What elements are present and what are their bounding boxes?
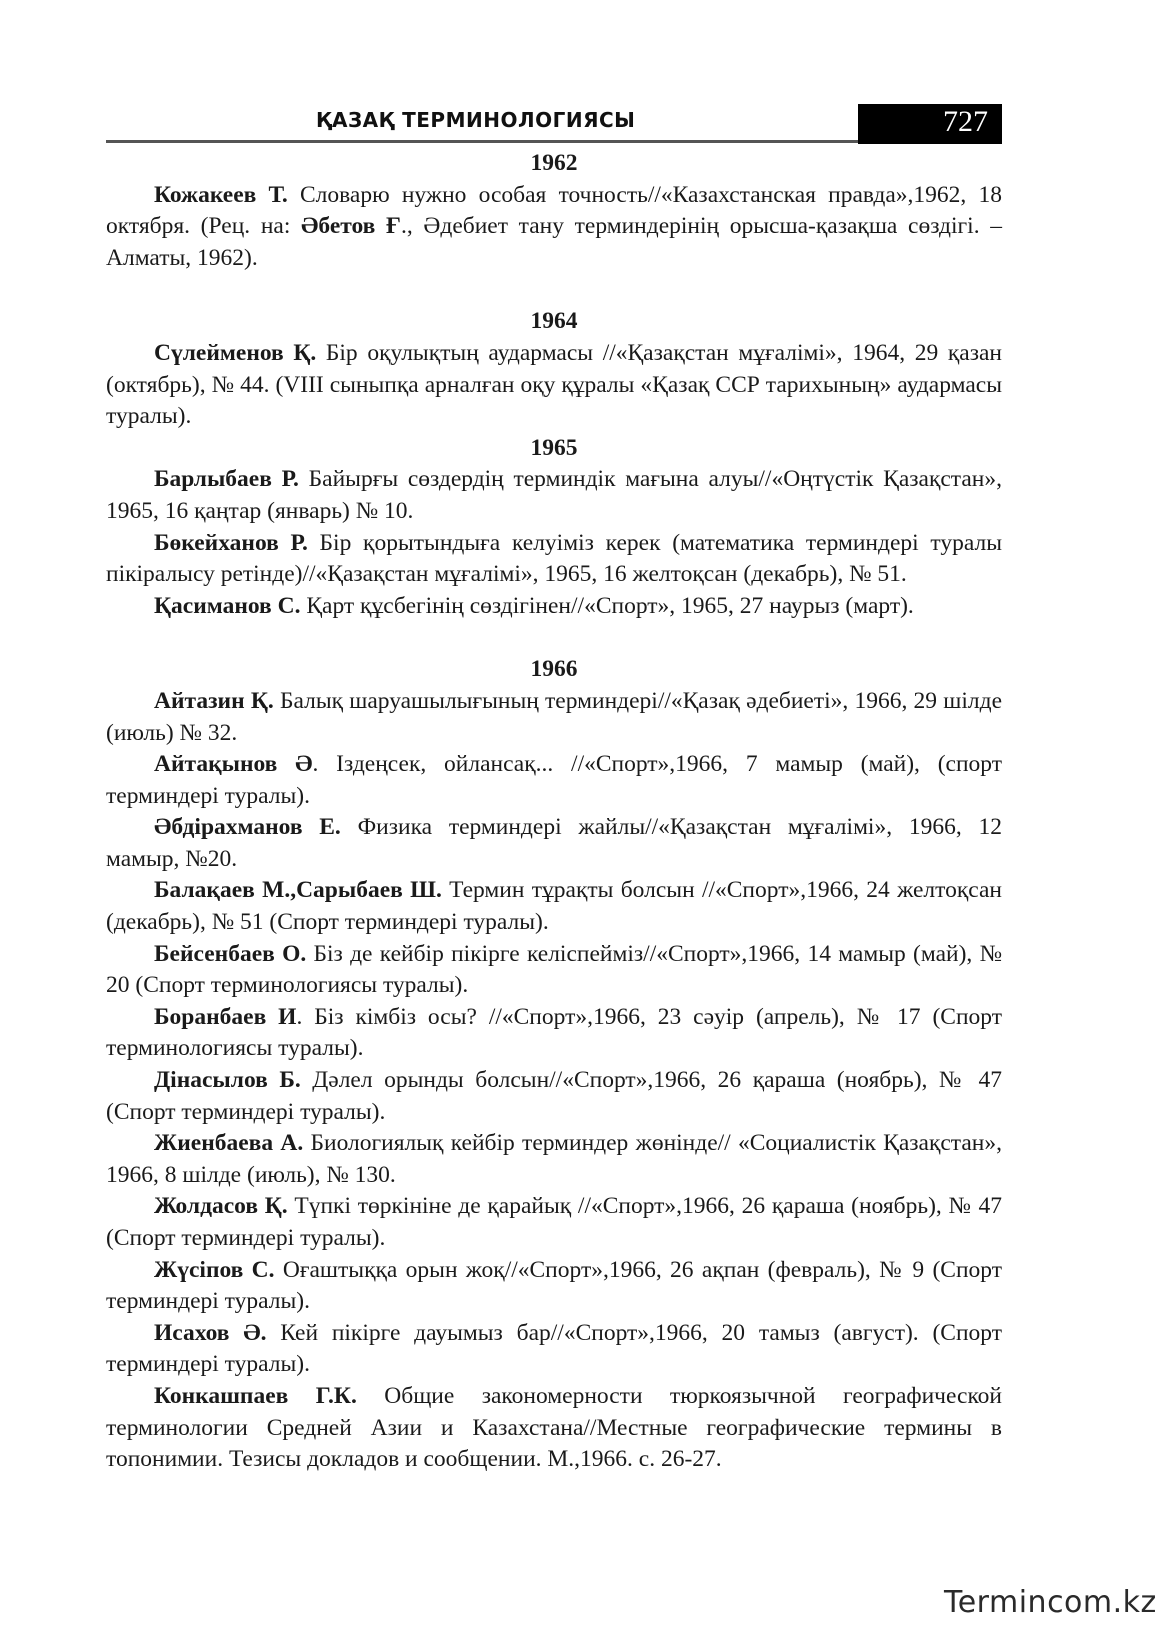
page-header (106, 104, 1002, 144)
entry-text: Биологиялық кейбір терминдер жөнінде// «Социалистік Қазақстан», 1966, 8 шілде (июль), № 130. (106, 1130, 1002, 1188)
year-heading: 1965 (530, 434, 578, 461)
entry-author: Бөкейханов Р. (154, 529, 308, 556)
section-gap (106, 622, 1002, 654)
entry-text: Общие закономерности тюркоязычной географической терминологии Средней Азии и Казахстана//Местные географические термины в топонимии. Тезисы докладов и сообщении. М.,1966. с. 26-27. (106, 1382, 1002, 1473)
entry-author: Конкашпаев Г.К. (154, 1382, 357, 1409)
entry-author: Жүсіпов С. (154, 1256, 275, 1283)
entry-author: Барлыбаев Р. (154, 466, 299, 493)
bibliography-entry (106, 528, 1002, 591)
entry-author: Қасиманов С. (154, 592, 301, 619)
entry-text: Балық шаруашылығының терминдері//«Қазақ әдебиеті», 1966, 29 шілде (июль) № 32. (106, 687, 1003, 746)
running-title: ҚАЗАҚ ТЕРМИНОЛОГИЯСЫ (316, 108, 636, 132)
entry-author: Дінасылов Б. (154, 1067, 301, 1094)
entry-author: Жиенбаева А. (154, 1130, 304, 1157)
entry-text: Кей пікірге дауымыз бар//«Спорт»,1966, 20 тамыз (август). (Спорт терминдері туралы). (106, 1319, 1002, 1378)
entry-author: Айтақынов Ә (154, 751, 313, 778)
bibliography-entry (106, 812, 1002, 875)
year-heading: 1964 (530, 308, 578, 335)
entry-author: Бейсенбаев О. (154, 940, 307, 967)
bibliography-entry (106, 1065, 1002, 1128)
entry-text: Дәлел орынды болсын//«Спорт»,1966, 26 қараша (ноябрь), № 47 (Спорт терминдері туралы). (106, 1067, 1002, 1125)
entry-author: Айтазин Қ. (154, 687, 274, 714)
year-heading: 1962 (530, 150, 578, 176)
bibliography-entry (106, 1191, 1002, 1254)
entry-text: Термин тұрақты болсын //«Спорт»,1966, 24 желтоқсан (декабрь), № 51 (Спорт терминдері туралы). (106, 877, 1003, 936)
entry-text: Словарю нужно особая точность//«Казахстанская правда»,1962, 18 октября. (Рец. на: (106, 181, 1003, 240)
bibliography-entry (106, 875, 1002, 938)
entry-text: Түпкі төркініне де қарайық //«Спорт»,1966, 26 қараша (ноябрь), № 47 (Спорт терминдері туралы). (106, 1193, 1002, 1251)
header-rule (106, 140, 858, 143)
entry-author-inline: Әбетов Ғ (301, 213, 401, 240)
entry-author: Кожакеев Т. (154, 181, 288, 208)
entry-text: Бір оқулықтың аудармасы //«Қазақстан мұғалімі», 1964, 29 қазан (октябрь), № 44. (VIII сыныпқа арналған оқу құралы «Қазақ ССР тарихының» аудармасы туралы). (106, 339, 1002, 430)
bibliography-entry (106, 591, 1002, 623)
bibliography-entry (106, 749, 1002, 812)
entry-text: Бір қорытындыға келуіміз керек (математика терминдері туралы пікіралысу ретінде)//«Қазақстан мұғалімі», 1965, 16 желтоқсан (декабрь), № 51. (106, 529, 1002, 588)
entry-text: . Біз кімбіз осы? //«Спорт»,1966, 23 сәуір (апрель), № 17 (Спорт терминологиясы туралы). (106, 1003, 1002, 1062)
entry-text: Оғаштыққа орын жоқ//«Спорт»,1966, 26 ақпан (февраль), № 9 (Спорт терминдері туралы). (106, 1256, 1002, 1315)
bibliography-entry (106, 338, 1002, 433)
section-gap (106, 274, 1002, 306)
bibliography-entry (106, 1381, 1002, 1476)
year-heading: 1966 (530, 656, 578, 683)
bibliography-content (106, 148, 1002, 1476)
bibliography-entry (106, 180, 1002, 275)
entry-text: Байырғы сөздердің терминдік мағына алуы//«Оңтүстік Қазақстан», 1965, 16 қаңтар (январь) № 10. (106, 466, 1002, 524)
entry-author: Боранбаев И (154, 1003, 297, 1030)
bibliography-entry (106, 1255, 1002, 1318)
entry-author: Сүлейменов Қ. (154, 339, 317, 366)
entry-text: Физика терминдері жайлы//«Қазақстан мұғалімі», 1966, 12 мамыр, №20. (106, 814, 1002, 872)
bibliography-entry (106, 1318, 1002, 1381)
bibliography-entry (106, 939, 1002, 1002)
site-watermark: Termincom.kz (944, 1585, 1157, 1620)
entry-text: . Іздеңсек, ойлансақ... //«Спорт»,1966, 7 мамыр (май), (спорт терминдері туралы). (106, 751, 1002, 809)
bibliography-entry (106, 464, 1002, 527)
entry-author: Жолдасов Қ. (154, 1193, 288, 1220)
page-number: 727 (943, 105, 988, 138)
bibliography-entry (106, 1002, 1002, 1065)
bibliography-entry (106, 1128, 1002, 1191)
entry-text-continued: ., Әдебиет тану терминдерінің орысша-қазақша сөздігі. – Алматы, 1962). (106, 213, 1002, 271)
entry-text: Қарт құсбегінің сөздігінен//«Спорт», 1965, 27 наурыз (март). (300, 592, 914, 619)
entry-author: Балақаев М.,Сарыбаев Ш. (154, 877, 442, 904)
entry-author: Исахов Ә. (154, 1319, 267, 1346)
bibliography-entry (106, 686, 1002, 749)
entry-author: Әбдірахманов Е. (154, 814, 341, 841)
page-number-box (858, 104, 1002, 144)
entry-text: Біз де кейбір пікірге келіспейміз//«Спорт»,1966, 14 мамыр (май), № 20 (Спорт терминологиясы туралы). (106, 940, 1002, 999)
